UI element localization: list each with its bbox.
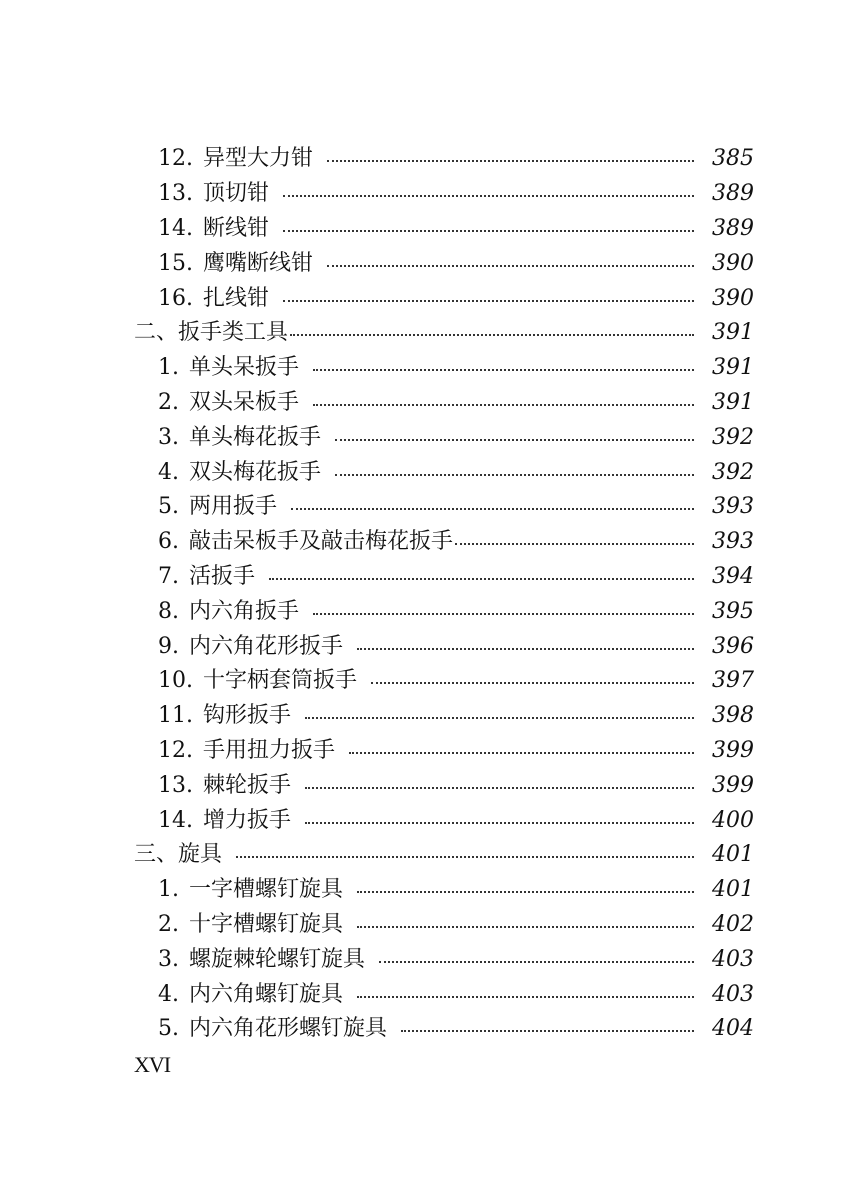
toc-entry — [0, 699, 867, 734]
dot-leader — [305, 717, 694, 719]
entry-title: 手用扭力扳手 — [203, 737, 336, 763]
entry-number: 5. — [158, 1016, 179, 1042]
dot-leader — [269, 578, 694, 580]
entry-title: 十字柄套筒扳手 — [203, 668, 358, 694]
page-number: 390 — [712, 285, 754, 311]
entry-title: 活扳手 — [189, 563, 256, 589]
entry-title: 螺旋棘轮螺钉旋具 — [189, 946, 366, 972]
page-number: 401 — [712, 842, 754, 868]
toc-entry — [0, 177, 867, 212]
dot-leader — [327, 265, 694, 267]
entry-number: 2. — [158, 389, 179, 415]
entry-title: 三、旋具 — [134, 842, 223, 868]
toc-entry — [0, 142, 867, 177]
entry-number: 11. — [158, 703, 193, 729]
page-number: 399 — [712, 772, 754, 798]
page-number: 390 — [712, 250, 754, 276]
page-number: 393 — [712, 494, 754, 520]
entry-title: 内六角扳手 — [189, 598, 300, 624]
entry-number: 3. — [158, 946, 179, 972]
entry-title: 断线钳 — [203, 215, 270, 241]
page-number: 403 — [712, 981, 754, 1007]
entry-number: 2. — [158, 911, 179, 937]
dot-leader — [401, 1030, 694, 1032]
page-number: 392 — [712, 424, 754, 450]
entry-number: 16. — [158, 285, 193, 311]
toc-entry — [0, 351, 867, 386]
entry-number: 12. — [158, 146, 193, 172]
entry-number: 4. — [158, 981, 179, 1007]
dot-leader — [357, 648, 694, 650]
entry-number: 13. — [158, 772, 193, 798]
page-number: 396 — [712, 633, 754, 659]
toc-entry — [0, 420, 867, 455]
page-number: 391 — [712, 355, 754, 381]
dot-leader — [357, 926, 694, 928]
toc-entry — [0, 246, 867, 281]
toc-entry — [0, 560, 867, 595]
entry-number: 13. — [158, 181, 193, 207]
dot-leader — [357, 996, 694, 998]
entry-title: 增力扳手 — [203, 807, 292, 833]
dot-leader — [291, 508, 694, 510]
toc-entry — [0, 768, 867, 803]
toc-entry — [0, 734, 867, 769]
dot-leader — [290, 334, 694, 336]
dot-leader — [357, 891, 694, 893]
entry-number: 7. — [158, 563, 179, 589]
dot-leader — [313, 404, 694, 406]
toc-entry — [0, 942, 867, 977]
toc-entry — [0, 455, 867, 490]
page-folio: XVI — [134, 1052, 171, 1077]
entry-title: 棘轮扳手 — [203, 772, 292, 798]
entry-title: 异型大力钳 — [203, 146, 314, 172]
dot-leader — [305, 822, 694, 824]
dot-leader — [379, 961, 694, 963]
entry-number: 10. — [158, 668, 193, 694]
entry-title: 敲击呆板手及敲击梅花扳手 — [189, 529, 454, 555]
toc-entry — [0, 281, 867, 316]
toc-entry — [0, 386, 867, 421]
dot-leader — [455, 543, 694, 545]
toc-entry — [0, 594, 867, 629]
page-number: 385 — [712, 146, 754, 172]
entry-number: 15. — [158, 250, 193, 276]
toc-entry — [0, 490, 867, 525]
toc-entry — [0, 525, 867, 560]
page-number: 393 — [712, 529, 754, 555]
entry-title: 顶切钳 — [203, 181, 270, 207]
entry-title: 单头呆扳手 — [189, 355, 300, 381]
dot-leader — [327, 160, 694, 162]
entry-number: 1. — [158, 355, 179, 381]
entry-title: 鹰嘴断线钳 — [203, 250, 314, 276]
entry-title: 双头呆板手 — [189, 389, 300, 415]
toc-section-entry — [0, 838, 867, 873]
page-number: 404 — [712, 1016, 754, 1042]
dot-leader — [283, 300, 694, 302]
dot-leader — [335, 439, 694, 441]
entry-title: 十字槽螺钉旋具 — [189, 911, 344, 937]
entry-title: 两用扳手 — [189, 494, 278, 520]
page-number: 395 — [712, 598, 754, 624]
entry-number: 5. — [158, 494, 179, 520]
entry-number: 4. — [158, 459, 179, 485]
entry-title: 单头梅花扳手 — [189, 424, 322, 450]
toc-entry — [0, 212, 867, 247]
toc-entry — [0, 664, 867, 699]
page-number: 398 — [712, 703, 754, 729]
dot-leader — [371, 682, 694, 684]
toc-entry — [0, 977, 867, 1012]
entry-title: 一字槽螺钉旋具 — [189, 877, 344, 903]
page-number: 391 — [712, 389, 754, 415]
entry-title: 二、扳手类工具 — [134, 320, 289, 346]
page-number: 391 — [712, 320, 754, 346]
page-number: 403 — [712, 946, 754, 972]
dot-leader — [335, 474, 694, 476]
entry-number: 3. — [158, 424, 179, 450]
table-of-contents — [0, 142, 867, 1047]
entry-number: 14. — [158, 807, 193, 833]
dot-leader — [305, 787, 694, 789]
entry-title: 钩形扳手 — [203, 703, 292, 729]
page-number: 399 — [712, 737, 754, 763]
page-number: 389 — [712, 215, 754, 241]
entry-number: 14. — [158, 215, 193, 241]
entry-number: 8. — [158, 598, 179, 624]
page-number: 394 — [712, 563, 754, 589]
entry-title: 内六角螺钉旋具 — [189, 981, 344, 1007]
dot-leader — [313, 369, 694, 371]
dot-leader — [313, 613, 694, 615]
page-number: 392 — [712, 459, 754, 485]
page-number: 402 — [712, 911, 754, 937]
entry-title: 双头梅花扳手 — [189, 459, 322, 485]
page-number: 397 — [712, 668, 754, 694]
dot-leader — [236, 856, 694, 858]
toc-entry — [0, 873, 867, 908]
entry-number: 1. — [158, 877, 179, 903]
entry-number: 12. — [158, 737, 193, 763]
toc-entry — [0, 908, 867, 943]
dot-leader — [283, 195, 694, 197]
toc-entry — [0, 629, 867, 664]
dot-leader — [283, 230, 694, 232]
page-number: 400 — [712, 807, 754, 833]
entry-title: 内六角花形扳手 — [189, 633, 344, 659]
toc-section-entry — [0, 316, 867, 351]
entry-title: 扎线钳 — [203, 285, 270, 311]
dot-leader — [349, 752, 694, 754]
entry-number: 6. — [158, 529, 179, 555]
page-number: 389 — [712, 181, 754, 207]
toc-entry — [0, 803, 867, 838]
entry-title: 内六角花形螺钉旋具 — [189, 1016, 388, 1042]
page-number: 401 — [712, 877, 754, 903]
toc-entry — [0, 1012, 867, 1047]
entry-number: 9. — [158, 633, 179, 659]
